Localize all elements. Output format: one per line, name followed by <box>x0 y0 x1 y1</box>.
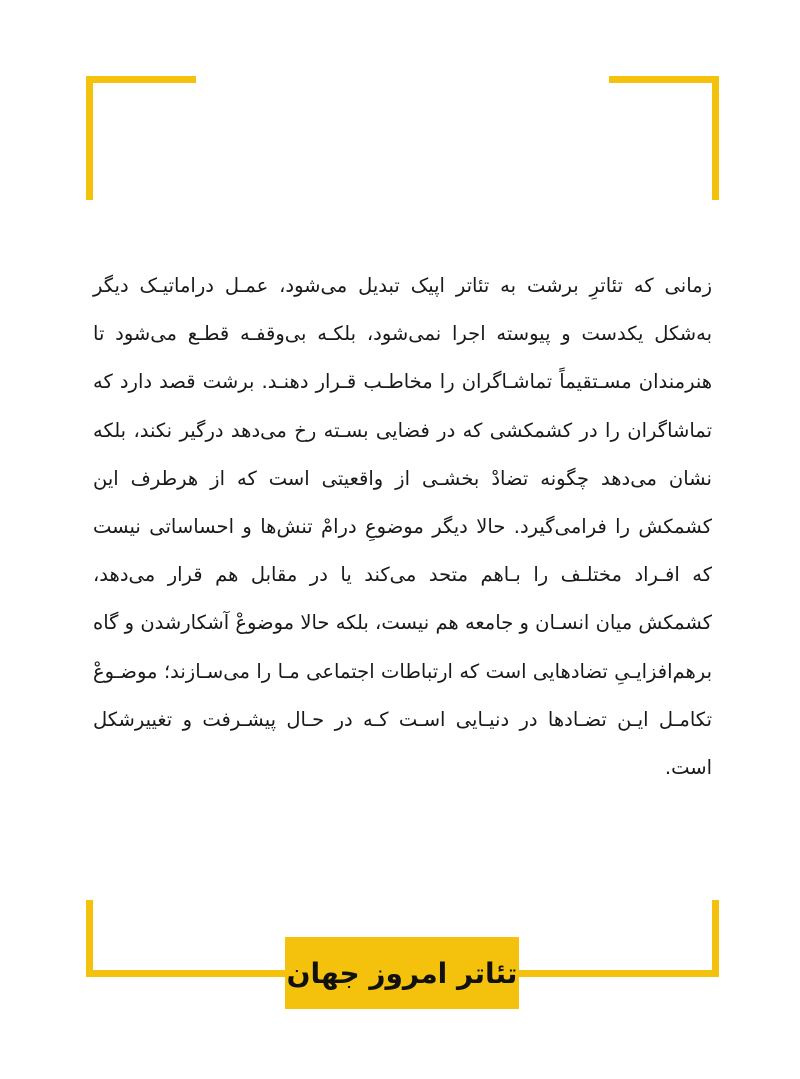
frame-corner-top-left-vertical <box>86 76 93 200</box>
footer-title-badge <box>285 937 519 1009</box>
frame-corner-top-right-vertical <box>712 76 719 200</box>
frame-bottom-left-line <box>86 970 286 977</box>
frame-corner-bottom-right-vertical <box>712 900 719 977</box>
footer-title: تئاتر امروز جهان <box>286 956 518 990</box>
frame-corner-top-left-horizontal <box>86 76 196 83</box>
quote-paragraph: زمانی که تئاترِ برشت به تئاتر اپیک تبدیل می‌شود، عمـل دراماتیـک دیگر به‌شکل یکدست و پیوسته اجرا نمی‌شود، بلکـه بی‌وقفـه قطـع می‌شود تا هنرمندان مسـتقیماً تماشـاگران را مخاطـب قـرار دهنـد. برشت قصد دارد که تماشاگران را در کشمکشی که در فضایی بسـته رخ می‌دهد درگیر نکند، بلکه نشان می‌دهد چگونه تضادْ بخشـی از واقعیتی است که از هرطرف این کشمکش را فرامی‌گیرد. حالا دیگر موضوعِ درامْ تنش‌ها و احساساتی نیست که افـراد مختلـف را بـاهم متحد می‌کند یا در مقابل هم قرار می‌دهد، کشمکش میان انسـان و جامعه هم نیست، بلکه حالا موضوعْ آشکارشدن و گاه برهم‌افزایـیِ تضادهایی است که ارتباطات اجتماعی مـا را می‌سـازند؛ موضـوعْ تکامـل ایـن تضـادها در دنیـایی اسـت کـه در حـال پیشـرفت و تغییرشکل است. <box>93 274 712 780</box>
frame-bottom-right-line <box>519 970 719 977</box>
frame-corner-top-right-horizontal <box>609 76 719 83</box>
frame-corner-bottom-left-vertical <box>86 900 93 977</box>
